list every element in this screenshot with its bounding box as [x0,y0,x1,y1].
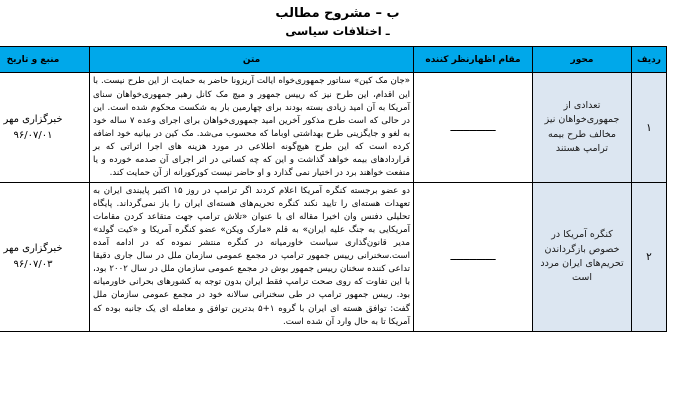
column-header-matn: متن [90,47,414,73]
column-header-mehvar: محور [533,47,632,73]
column-header-manba: منبع و تاریخ [0,47,90,73]
cell-text: «جان مک کین» سناتور جمهوری‌خواه ایالت آریزونا حاضر به حمایت از این طرح نیست. با این اقدام، این طرح نیز که رییس جمهور و میچ مک کانل رهبر جمهوری‌خواهان سنای آمریکا به آن امید زیادی بسته بودند برای چهارمین بار به شکست محکوم شده است. این در حالی که است طرح مذکور آخرین امید جمهوری‌خواهان برای اجرای وعده ۷ ساله خود به لغو و جایگزینی طرح بهداشتی اوباما که محسوب می‌شد. مک کین در بیانیه خود اضافه کرده است که این طرح هیچ‌گونه اطلاعی در مورد هزینه های اجرا اثراتی که بر قراردادهای بیمه خواهد گذاشت و این که چه کسانی در اثر اجرای آن صدمه خورده و یا منفعت خواهند برد در اختیار نمی گذارد و او حاضر نیست کورکورانه از آن حمایت کند. [90,73,414,183]
cell-topic: تعدادی از جمهوری‌خواهان نیز مخالف طرح بیمه ترامپ هستند [533,73,632,183]
table-row [0,73,667,183]
table-body [0,73,667,331]
table-row [0,182,667,331]
table-header [0,47,667,73]
cell-text: دو عضو برجسته کنگره آمریکا اعلام کردند اگر ترامپ در روز ۱۵ اکتبر پایبندی ایران به تعهدات هسته‌ای را تایید نکند کنگره تحریم‌های هسته‌ای ایران را باز نمی‌گرداند. پایگاه تحلیلی دفنس وان اخیرا مقاله ای با عنوان «تلاش ترامپ جهت متقاعد کردن مقامات آمریکایی به جنگ علیه ایران» به قلم «مارک ویکن» عضو کنگره آمریکا و «کیت گولد» مدیر قانون‌گذاری سیاست خاورمیانه در کنگره منتشر نموده که در ادامه آمده است.سخنرانی رییس جمهور ترامپ در مجمع عمومی سازمان ملل در سال جاری دقیقا تداعی کننده سخنان رییس جمهور بوش در مجمع عمومی سازمان ملل در سال ۲۰۰۲ بود، با این تفاوت که روی صحت ترامپ فقط ایران بدون توجه به کشورهای بحرانی خاورمیانه بود. رییس جمهور ترامپ در طی سخنرانی سالانه خود در مجمع عمومی سازمان ملل گفت: توافق هسته ای ایران با گروه ۱+۵ بدترین توافق و معامله ای یک جانبه بوده که آمریکا تا به حال وارد آن شده است. [90,182,414,331]
document-heading [0,0,675,40]
page-title: ب – مشروح مطالب [275,6,400,21]
cell-official [414,182,533,331]
table-header-row [0,47,667,73]
report-table [0,46,667,331]
report-table-wrapper [0,40,675,331]
source-date: ۹۶/۰۷/۰۳ [13,258,53,270]
empty-dash-mark: ــــــــــــــ [450,250,496,264]
cell-topic: کنگره آمریکا در خصوص بازگرداندن تحریم‌های ایران مردد است [533,182,632,331]
source-name: خبرگزاری مهر [3,113,63,125]
cell-source-date [0,182,90,331]
column-header-radif: ردیف [632,47,667,73]
empty-dash-mark: ــــــــــــــ [450,121,496,135]
source-date: ۹۶/۰۷/۰۱ [13,129,53,141]
cell-row-number: ۲ [632,182,667,331]
cell-row-number: ۱ [632,73,667,183]
source-name: خبرگزاری مهر [3,242,63,254]
page-subtitle: ـ اختلافات سیاسی [285,23,390,38]
column-header-maqam: مقام اظهارنظر کننده [414,47,533,73]
cell-official [414,73,533,183]
cell-source-date [0,73,90,183]
